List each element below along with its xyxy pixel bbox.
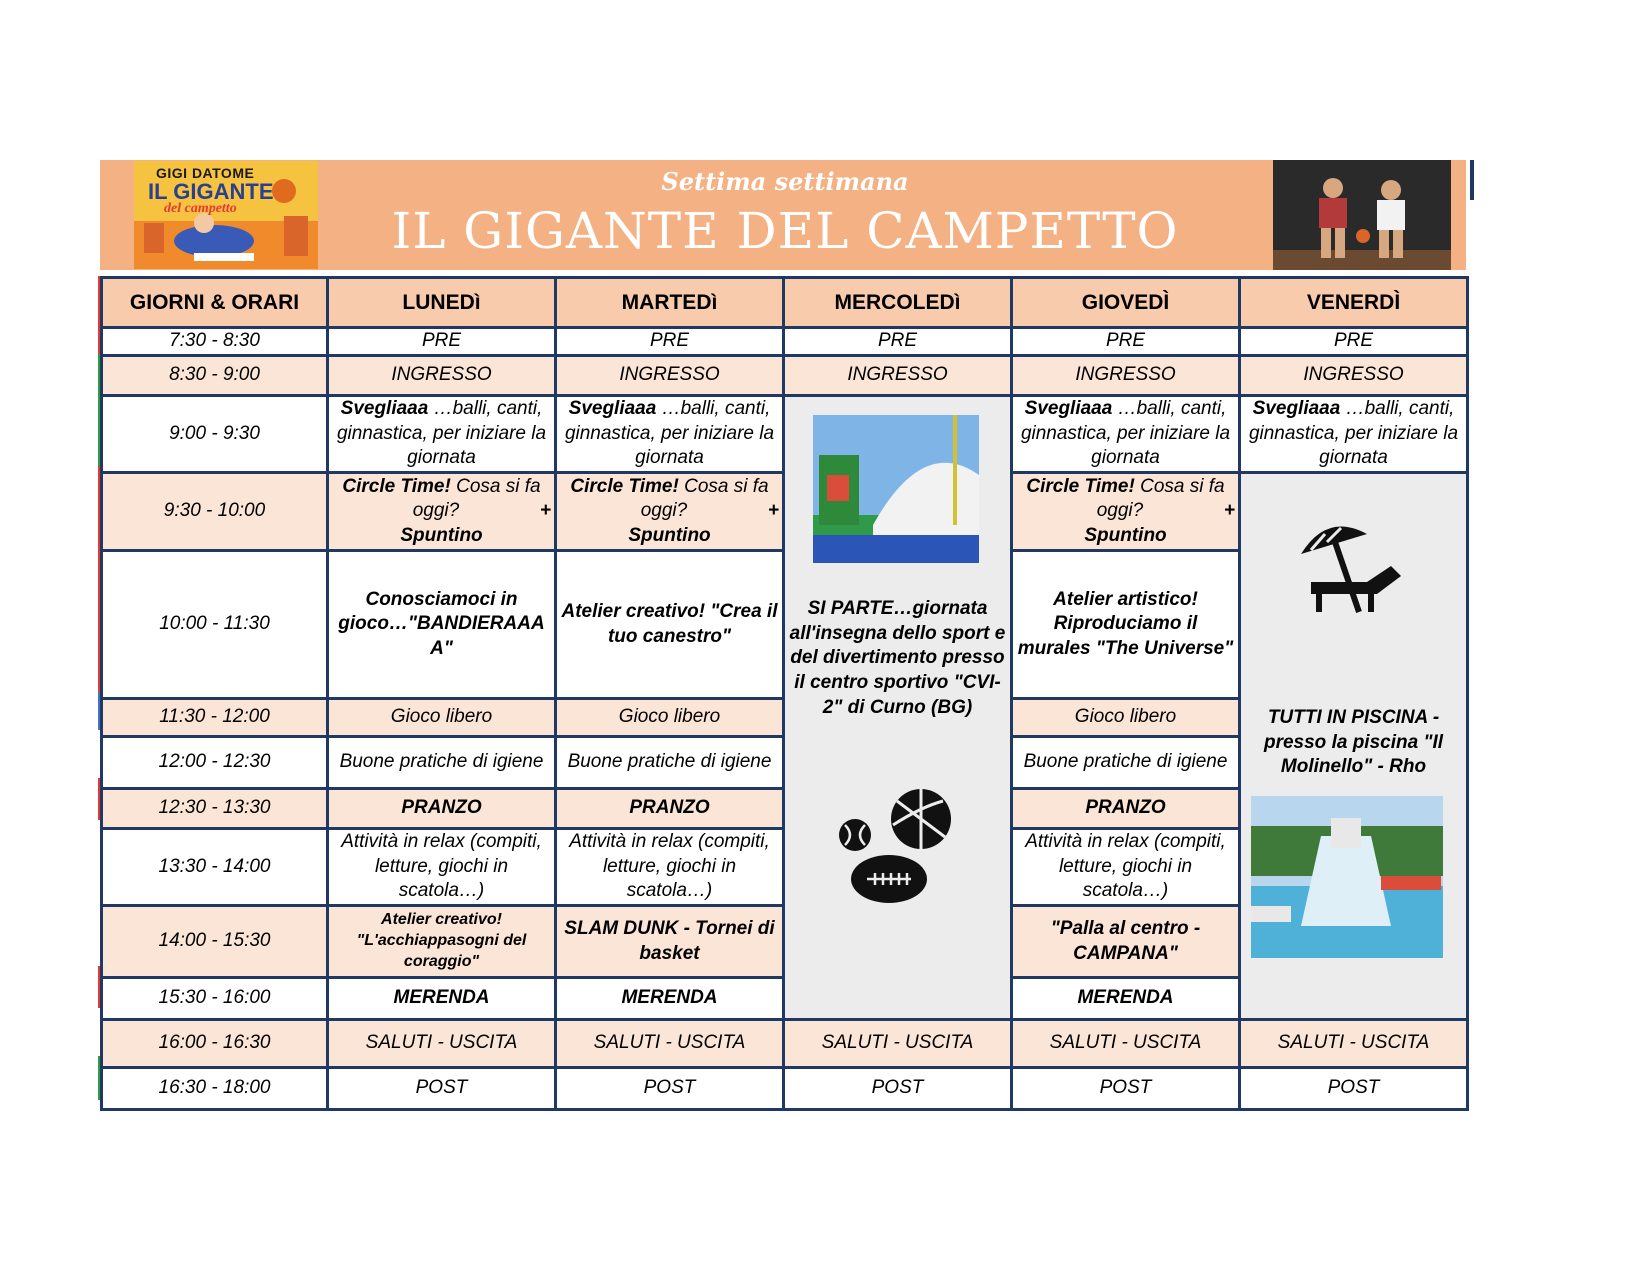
schedule-cell: Conosciamoci in gioco…"BANDIERAAA A" [328, 551, 556, 699]
weekly-schedule-table [100, 276, 1469, 1111]
snack-label: Spuntino [400, 524, 483, 546]
schedule-cell: INGRESSO [328, 356, 556, 396]
schedule-cell: PRANZO [328, 789, 556, 829]
week-subtitle: Settima settimana [661, 167, 909, 196]
schedule-cell: SALUTI - USCITA [1012, 1020, 1240, 1068]
activity-title: Circle Time! [1026, 475, 1135, 497]
logo-line-2: IL GIGANTE [148, 179, 274, 204]
table-row [102, 1020, 1468, 1068]
schedule-cell: PRE [1240, 328, 1468, 356]
table-header-row [102, 278, 1468, 328]
activity-text: Cosa si fa oggi? [1096, 475, 1225, 522]
wednesday-special-cell [784, 396, 1012, 1020]
snack-label: Spuntino [628, 524, 711, 546]
header-monday: LUNEDì [328, 278, 556, 328]
activity-text: Cosa si fa oggi? [412, 475, 541, 522]
activity-title: Circle Time! [342, 475, 451, 497]
schedule-cell [556, 473, 784, 551]
schedule-cell: SLAM DUNK - Tornei di basket [556, 906, 784, 978]
schedule-cell: PRANZO [1012, 789, 1240, 829]
activity-title: Svegliaaa [340, 398, 429, 419]
schedule-cell [328, 396, 556, 473]
schedule-cell: INGRESSO [1012, 356, 1240, 396]
schedule-cell: Attività in relax (compiti, letture, giochi in scatola…) [556, 829, 784, 906]
schedule-cell: INGRESSO [784, 356, 1012, 396]
time-cell: 15:30 - 16:00 [102, 978, 328, 1020]
header-days-times: GIORNI & ORARI [102, 278, 328, 328]
schedule-cell [1240, 396, 1468, 473]
schedule-cell: MERENDA [556, 978, 784, 1020]
logo-line-3: del campetto [164, 201, 237, 216]
schedule-cell: SALUTI - USCITA [328, 1020, 556, 1068]
activity-title: Circle Time! [570, 475, 679, 497]
schedule-cell: Attività in relax (compiti, letture, giochi in scatola…) [1012, 829, 1240, 906]
activity-text: …balli, canti, ginnastica, per iniziare la giornata [564, 398, 775, 469]
time-cell: 14:00 - 15:30 [102, 906, 328, 978]
activity-text: Cosa si fa oggi? [640, 475, 769, 522]
snack-label: Spuntino [1084, 524, 1167, 546]
schedule-cell: SALUTI - USCITA [556, 1020, 784, 1068]
time-cell: 16:00 - 16:30 [102, 1020, 328, 1068]
basketball-players-photo [1273, 160, 1451, 270]
logo-line-1: GIGI DATOME [156, 165, 255, 181]
schedule-cell: INGRESSO [1240, 356, 1468, 396]
time-cell: 9:30 - 10:00 [102, 473, 328, 551]
activity-title: Svegliaaa [568, 398, 657, 419]
table-row [102, 1068, 1468, 1110]
schedule-cell: Gioco libero [328, 699, 556, 737]
schedule-cell: Gioco libero [556, 699, 784, 737]
schedule-cell: Atelier creativo! "Crea il tuo canestro" [556, 551, 784, 699]
schedule-cell: Buone pratiche di igiene [328, 737, 556, 789]
header-wednesday: MERCOLEDì [784, 278, 1012, 328]
header-friday: VENERDÌ [1240, 278, 1468, 328]
banner-edge [1470, 160, 1474, 200]
schedule-cell: "Palla al centro - CAMPANA" [1012, 906, 1240, 978]
book-cover-logo [134, 161, 318, 269]
beach-umbrella-icon [1297, 520, 1407, 620]
schedule-cell: Attività in relax (compiti, letture, giochi in scatola…) [328, 829, 556, 906]
schedule-cell: PRE [328, 328, 556, 356]
table-row [102, 396, 1468, 473]
schedule-cell: PRE [556, 328, 784, 356]
schedule-cell: Atelier artistico! Riproduciamo il murales "The Universe" [1012, 551, 1240, 699]
time-cell: 8:30 - 9:00 [102, 356, 328, 396]
schedule-cell: MERENDA [1012, 978, 1240, 1020]
schedule-cell: Atelier creativo! "L'acchiappasogni del coraggio" [328, 906, 556, 978]
time-cell: 9:00 - 9:30 [102, 396, 328, 473]
time-cell: 13:30 - 14:00 [102, 829, 328, 906]
table-row [102, 328, 1468, 356]
schedule-cell [328, 473, 556, 551]
time-cell: 12:30 - 13:30 [102, 789, 328, 829]
schedule-cell [556, 396, 784, 473]
activity-title: Svegliaaa [1024, 398, 1113, 419]
activity-title: Svegliaaa [1252, 398, 1341, 419]
activity-text: …balli, canti, ginnastica, per iniziare la giornata [1020, 398, 1231, 469]
sports-balls-icon [835, 787, 965, 907]
sports-center-photo [813, 415, 979, 563]
activity-text: …balli, canti, ginnastica, per iniziare la giornata [336, 398, 547, 469]
schedule-cell: PRANZO [556, 789, 784, 829]
header-thursday: GIOVEDÌ [1012, 278, 1240, 328]
schedule-cell: Gioco libero [1012, 699, 1240, 737]
time-cell: 7:30 - 8:30 [102, 328, 328, 356]
schedule-cell: PRE [784, 328, 1012, 356]
schedule-cell: POST [784, 1068, 1012, 1110]
schedule-cell: MERENDA [328, 978, 556, 1020]
friday-special-cell [1240, 473, 1468, 1020]
plus-sign: + [539, 500, 551, 522]
time-cell: 11:30 - 12:00 [102, 699, 328, 737]
time-cell: 12:00 - 12:30 [102, 737, 328, 789]
schedule-cell: POST [556, 1068, 784, 1110]
wednesday-activity-text: SI PARTE…giornata all'insegna dello sport e del divertimento presso il centro sportivo "CVI-2" di Curno (BG) [789, 598, 1006, 718]
page-title: IL GIGANTE DEL CAMPETTO [391, 202, 1179, 260]
swimming-pool-photo [1251, 796, 1443, 958]
schedule-cell: POST [328, 1068, 556, 1110]
table-row [102, 356, 1468, 396]
schedule-cell: SALUTI - USCITA [1240, 1020, 1468, 1068]
schedule-cell: PRE [1012, 328, 1240, 356]
schedule-cell: POST [1012, 1068, 1240, 1110]
plus-sign: + [1223, 500, 1235, 522]
schedule-cell [1012, 396, 1240, 473]
header-tuesday: MARTEDì [556, 278, 784, 328]
plus-sign: + [767, 500, 779, 522]
schedule-cell: POST [1240, 1068, 1468, 1110]
friday-activity-text: TUTTI IN PISCINA - presso la piscina "Il Molinello" - Rho [1263, 707, 1444, 778]
time-cell: 16:30 - 18:00 [102, 1068, 328, 1110]
activity-text: …balli, canti, ginnastica, per iniziare la giornata [1248, 398, 1459, 469]
time-cell: 10:00 - 11:30 [102, 551, 328, 699]
schedule-cell: Buone pratiche di igiene [1012, 737, 1240, 789]
schedule-cell [1012, 473, 1240, 551]
schedule-cell: Buone pratiche di igiene [556, 737, 784, 789]
schedule-cell: INGRESSO [556, 356, 784, 396]
schedule-cell: SALUTI - USCITA [784, 1020, 1012, 1068]
